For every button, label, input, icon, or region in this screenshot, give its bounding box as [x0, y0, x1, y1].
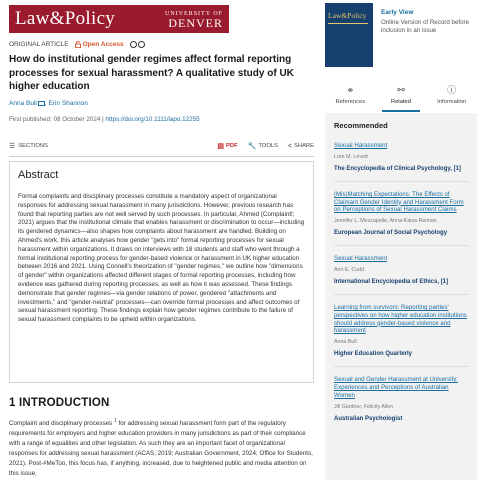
author-separator: ,	[44, 100, 49, 107]
recommended-divider	[334, 366, 469, 367]
cover-rule	[328, 23, 368, 24]
info-icon: ⓘ	[447, 85, 457, 95]
first-published: First published: 08 October 2024	[9, 116, 101, 123]
early-view-link[interactable]: Early View	[381, 9, 414, 16]
early-view-description: Online Version of Record before inclusion in an issue	[381, 19, 470, 35]
recommended-title-link[interactable]: Sexual Harassment	[334, 255, 388, 263]
article-type: ORIGINAL ARTICLE	[9, 41, 69, 48]
tab-references-label: References	[335, 99, 366, 105]
sections-label: SECTIONS	[18, 143, 48, 149]
recommended-title-link[interactable]: Learning from survivors: Reporting parties' perspectives on how higher education institutions should address gender-based violence and harassment	[334, 303, 467, 335]
by-icon	[138, 41, 145, 48]
tools-button[interactable]	[248, 142, 278, 150]
intro-paragraph	[9, 416, 314, 479]
recommended-journal: European Journal of Social Psychology	[334, 230, 448, 237]
recommended-divider	[334, 181, 469, 182]
open-lock-icon	[75, 41, 81, 48]
sections-button[interactable]	[9, 142, 48, 150]
author-link[interactable]: Erin Shannon	[48, 100, 88, 107]
university-line2: DENVER	[168, 16, 223, 30]
tools-label: TOOLS	[258, 143, 278, 149]
intro-heading: 1 INTRODUCTION	[9, 397, 110, 409]
recommended-item	[334, 142, 469, 182]
recommended-heading: Recommended	[334, 121, 388, 130]
link-icon: ⚭	[346, 85, 355, 95]
menu-icon: ☰	[9, 143, 16, 150]
sidebar-tabs	[325, 85, 477, 109]
recommended-item	[334, 191, 469, 246]
share-label: SHARE	[294, 143, 314, 149]
recommended-authors: Jill Gardner, Felicity Allen	[334, 403, 394, 410]
intro-text-b: for addressing sexual harassment form part of the regulatory requirements for employers and higher education providers in many jurisdictions as part of their compliance with a range of equalities and other legislation. As such they are an important facet of organizational responses for addressing sexual harassment (ACAS, 2019; Australian Government, 2024; Office for Students, 2021). Post-#MeToo, this focus has, if anything, increased, due to heightened public and media attention on this issue,	[9, 420, 313, 478]
recommended-authors: Lora M. Levett	[334, 153, 368, 160]
recommended-divider	[334, 294, 469, 295]
recommended-divider	[334, 245, 469, 246]
mail-icon[interactable]	[38, 101, 45, 106]
article-title: How do institutional gender regimes affect formal reporting processes for sexual harassment? A qualitative study of UK higher education	[9, 54, 294, 92]
recommended-authors: Jennifer L. Mezzapelle, Anna-Kaisa Reiman	[334, 218, 437, 225]
cc-icon	[130, 41, 137, 48]
abstract-heading: Abstract	[18, 169, 59, 181]
open-access-label: Open Access	[82, 41, 124, 48]
recommended-item	[334, 304, 469, 367]
journal-name: Law&Policy	[15, 8, 116, 29]
footnote-link[interactable]: 1	[113, 418, 117, 424]
open-access-badge[interactable]	[75, 41, 124, 48]
tab-information-label: Information	[437, 99, 467, 105]
recommended-journal: The Encyclopedia of Clinical Psychology, [1]	[334, 165, 461, 172]
recommended-panel	[325, 113, 477, 480]
pub-separator: |	[102, 116, 106, 123]
tab-related-label: Related	[391, 99, 411, 105]
recommended-authors: Anna Bull	[334, 339, 357, 346]
share-button[interactable]	[288, 142, 314, 150]
share-icon: <	[287, 142, 293, 150]
publication-line	[9, 116, 200, 123]
pdf-icon: ▤	[217, 143, 225, 150]
intro-text-a: Complaint and disciplinary processes	[9, 420, 113, 428]
article-meta-row	[9, 41, 145, 48]
abstract-text: Formal complaints and disciplinary processes constitute a mandatory aspect of organizational responses for addressing sexual harassment in many jurisdictions. However, previous research has found that reporting parties are not well served by such processes. In particular, Ahmed (Complaint!; 2021) argues that the institutional climate that enables harassment or discrimination to occur—including its gendered dynamics—also shapes how complaints about harassment are handled. Building on Ahmed's work, this article analyses how gender "gets into" formal reporting processes for sexual harassment within organizations. It draws on interviews with 18 students and staff who went through a formal institutional reporting process for gender-based violence or harassment in UK higher education between 2016 and 2021. Using Connell's theorization of "gender regimes," we outline how "dimensions of gender" within organizations affected different stages of formal reporting processes, including how evidence was gathered during reporting processes, as well as how it was assessed. These findings demonstrate that gender regimes—via gender relations of power, gendered "attachments and investments," and "gender-neutral" processes—can override formal processes and affect outcomes of sexual harassment reporting. These findings explain how gender regimes contribute to the failure of sexual harassment complaints to be upheld within organizations.	[18, 193, 305, 324]
recommended-title-link[interactable]: Sexual and Gender Harassment at University: Experiences and Perceptions of Australian Women	[334, 376, 458, 399]
related-icon: ⚯	[397, 85, 405, 95]
pdf-button[interactable]	[217, 142, 237, 150]
recommended-title-link[interactable]: (Mis)Matching Expectations: The Effects of Claimant Gender Identity and Harassment Form on Perceptions of Sexual Harassment Claims	[334, 190, 464, 214]
journal-banner[interactable]	[9, 5, 229, 33]
toolbar-divider	[9, 156, 314, 157]
article-toolbar	[9, 140, 314, 152]
wrench-icon: 🔧	[247, 143, 257, 150]
cover-journal-name: Law&Policy	[328, 11, 367, 20]
license-icons[interactable]	[130, 41, 145, 48]
recommended-journal: International Encyclopedia of Ethics, [1]	[334, 278, 449, 285]
recommended-authors: Ann E. Cudd	[334, 266, 365, 273]
author-list	[9, 100, 88, 107]
abstract-section	[9, 161, 314, 383]
pdf-label: PDF	[226, 143, 238, 149]
tab-references[interactable]	[325, 85, 376, 109]
tab-related[interactable]	[376, 85, 427, 109]
university-line1: UNIVERSITY OF	[165, 11, 223, 17]
sidebar	[322, 0, 480, 480]
recommended-item	[334, 255, 469, 295]
recommended-title-link[interactable]: Sexual Harassment	[334, 142, 388, 149]
university-logo	[165, 10, 223, 28]
author-link[interactable]: Anna Bull	[9, 100, 37, 107]
journal-cover-thumbnail[interactable]	[325, 3, 373, 67]
doi-link[interactable]: https://doi.org/10.1111/lapo.12255	[105, 116, 200, 123]
recommended-journal: Higher Education Quarterly	[334, 351, 413, 358]
recommended-item	[334, 376, 469, 421]
tab-information[interactable]	[426, 85, 477, 109]
recommended-journal: Australian Psychologist	[334, 415, 403, 422]
